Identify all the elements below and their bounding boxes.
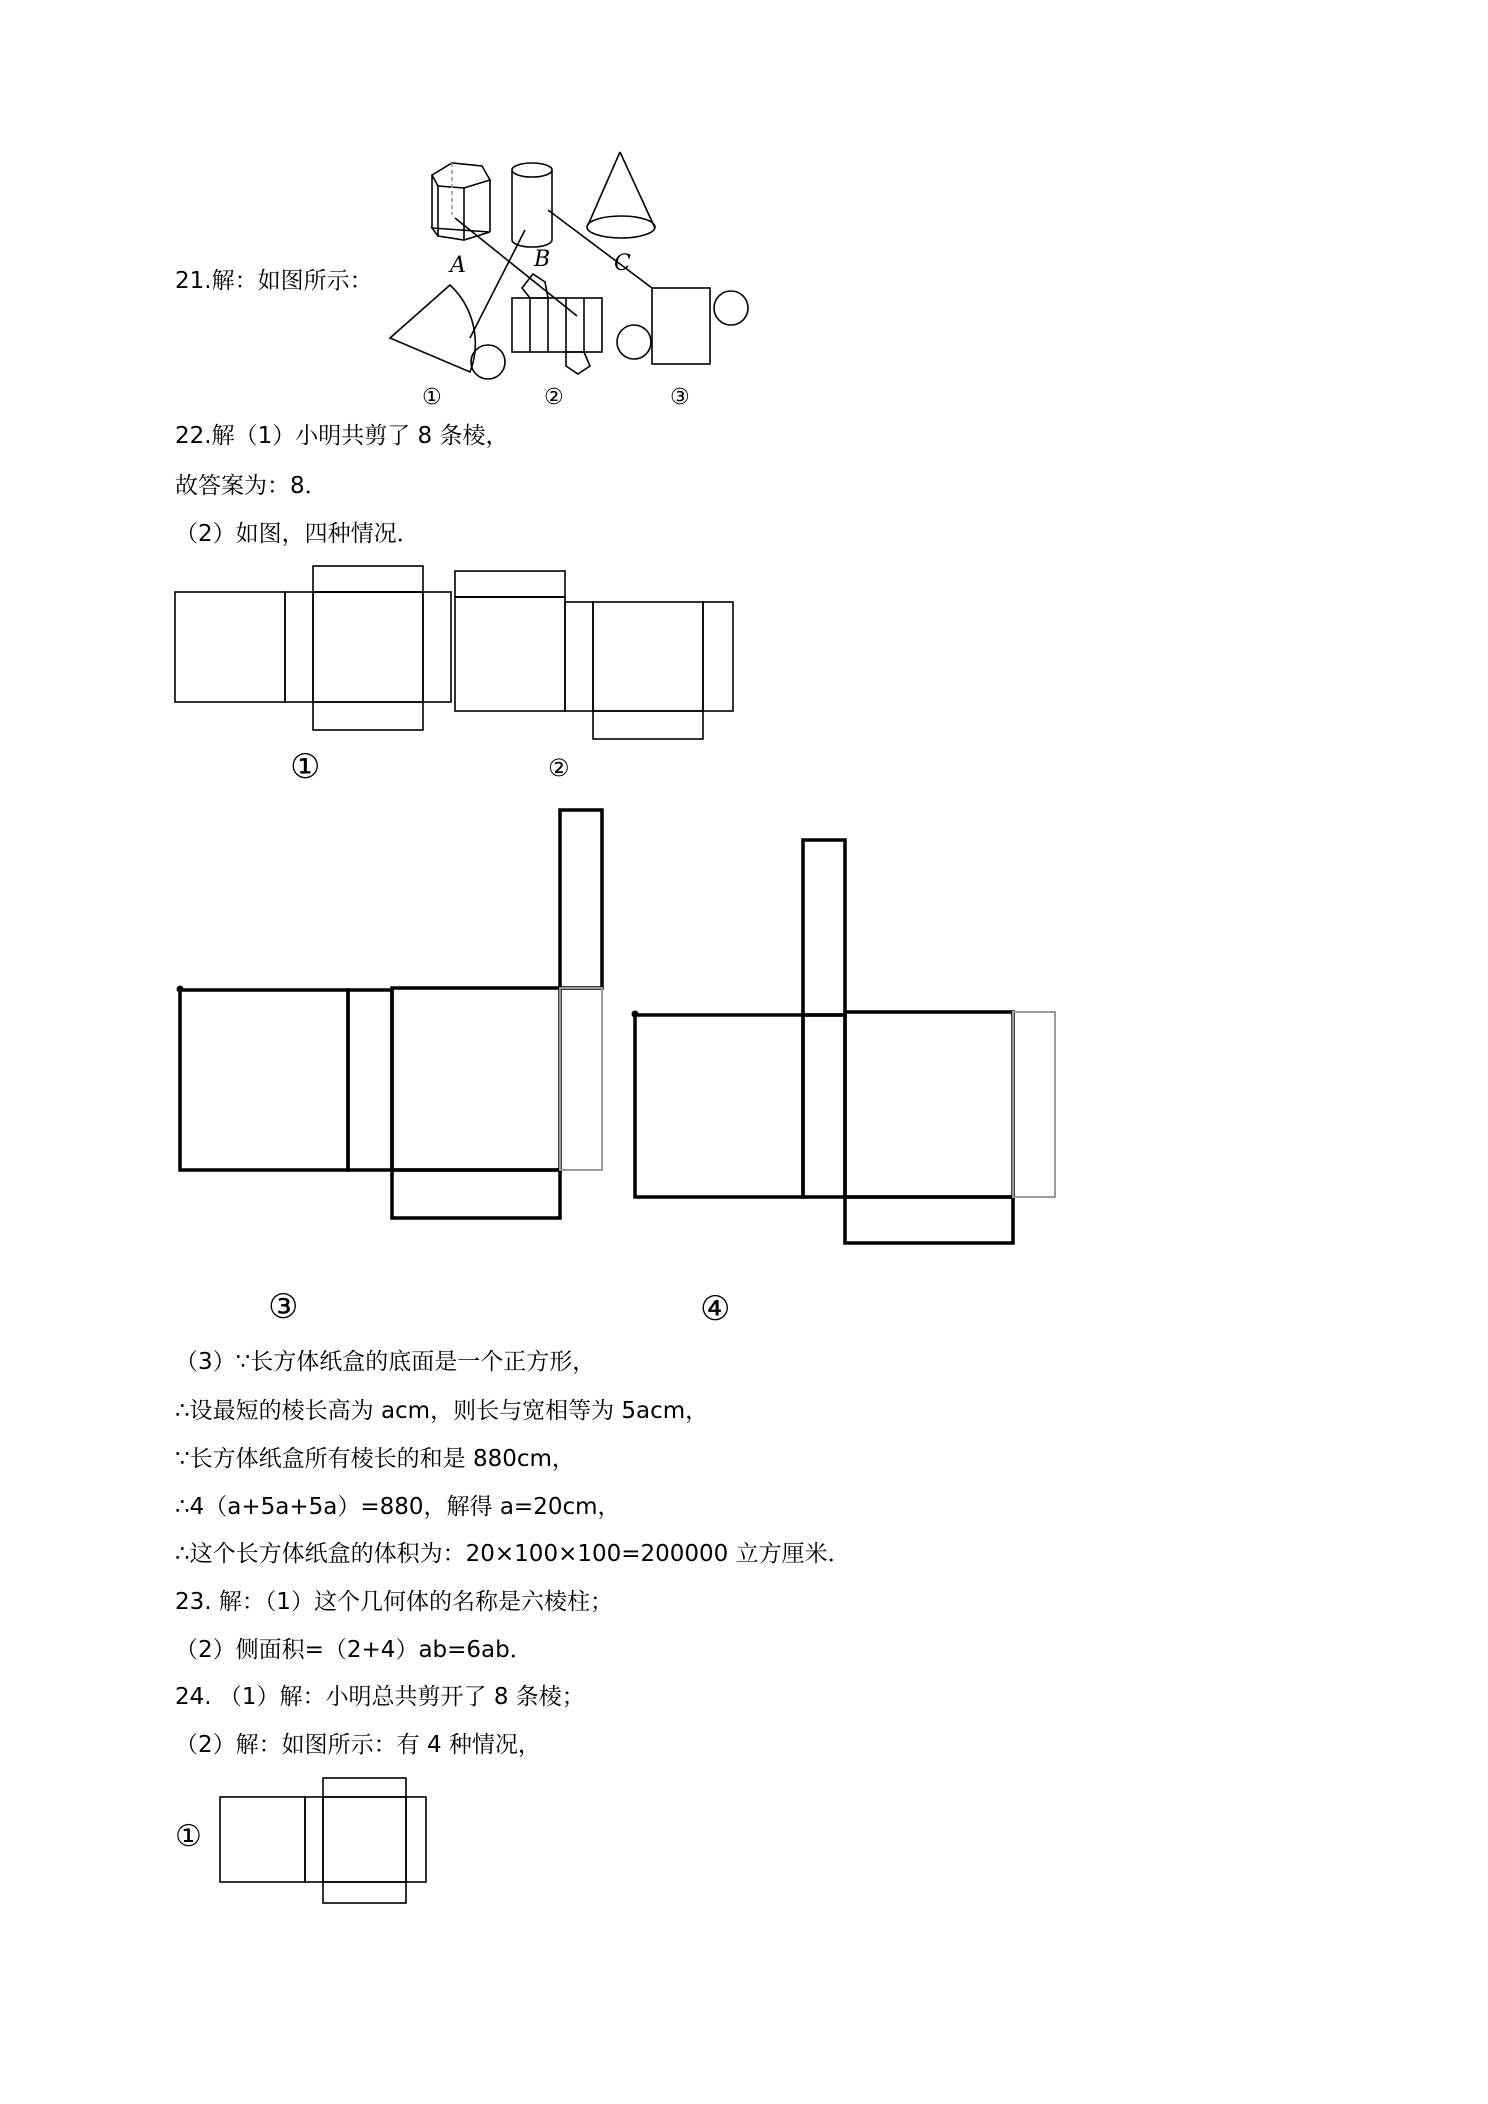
q24-line2: （2）解：如图所示：有 4 种情况，	[175, 1732, 541, 1758]
figure-label-3: ③	[268, 1287, 299, 1327]
solid-label-c: C	[614, 251, 631, 276]
q22-line1: 22.解（1）小明共剪了 8 条棱，	[175, 423, 509, 449]
q22-line3: （2）如图，四种情况．	[175, 521, 420, 547]
figure-label-2: ②	[548, 754, 570, 782]
q22-line6: ∵长方体纸盒所有棱长的和是 880cm，	[175, 1446, 575, 1472]
solid-label-b: B	[534, 247, 551, 272]
solid-label-a: A	[450, 253, 466, 278]
q24-figure-label: ①	[175, 1819, 202, 1854]
q22-line7: ∴4（a+5a+5a）=880，解得 a=20cm，	[175, 1494, 621, 1520]
q21-heading: 21.解：如图所示：	[175, 268, 373, 294]
q23-line2: （2）侧面积=（2+4）ab=6ab．	[175, 1637, 533, 1663]
figure-label-1: ①	[290, 747, 321, 787]
net-label-2: ②	[544, 385, 564, 410]
net-label-3: ③	[670, 385, 690, 410]
figure-label-4: ④	[700, 1289, 731, 1329]
q24-line1: 24. （1）解：小明总共剪开了 8 条棱；	[175, 1684, 585, 1710]
q22-line5: ∴设最短的棱长高为 acm，则长与宽相等为 5acm，	[175, 1398, 709, 1424]
q22-line8: ∴这个长方体纸盒的体积为：20×100×100=200000 立方厘米．	[175, 1541, 851, 1567]
q23-line1: 23. 解：（1）这个几何体的名称是六棱柱；	[175, 1589, 614, 1615]
q22-line4: （3）∵长方体纸盒的底面是一个正方形，	[175, 1349, 596, 1375]
q22-line2: 故答案为：8．	[175, 473, 328, 499]
net-label-1: ①	[422, 385, 442, 410]
